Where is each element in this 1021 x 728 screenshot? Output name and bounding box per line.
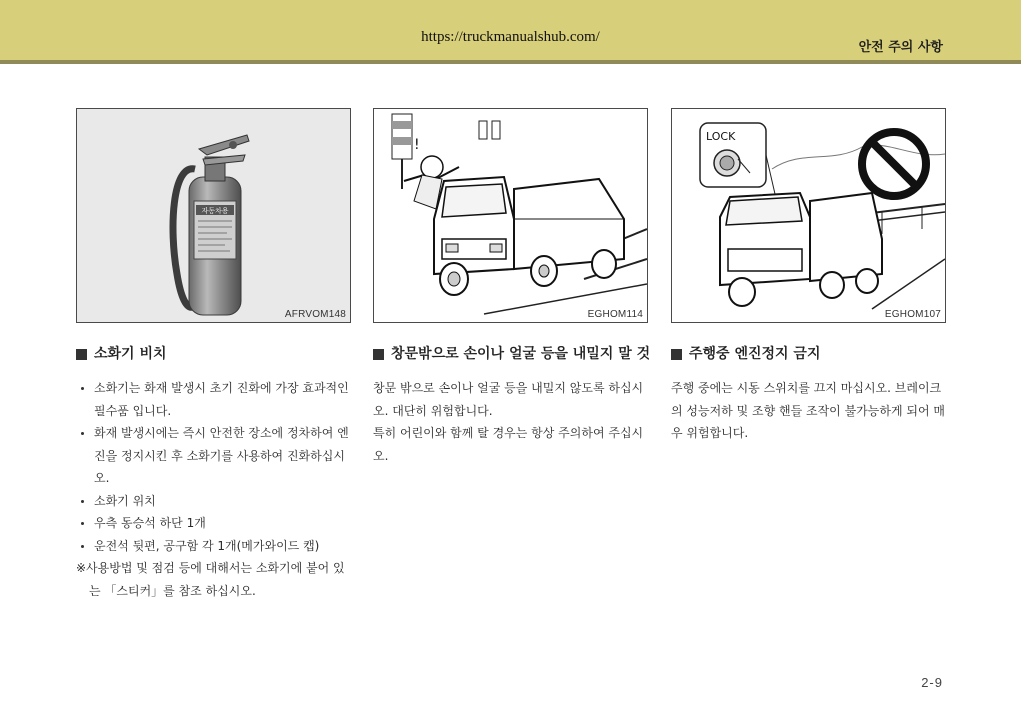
figure-code: AFRVOM148 <box>284 309 346 320</box>
lock-label: LOCK <box>706 130 736 143</box>
fire-extinguisher-illustration <box>77 109 350 322</box>
header-section-title: 안전 주의 사항 <box>858 40 943 55</box>
section-fire-extinguisher <box>76 344 354 602</box>
figure-code: EGHOM107 <box>884 309 941 320</box>
child-leaning-out-window-illustration <box>374 109 647 322</box>
paragraph: 특히 어린이와 함께 탈 경우는 항상 주의하여 주십시오. <box>373 426 644 463</box>
figure-fire-extinguisher <box>76 108 351 323</box>
square-bullet-icon <box>373 349 384 360</box>
figure-engine-stop-warning <box>671 108 946 323</box>
page-number: 2-9 <box>921 675 943 690</box>
list-item: 화재 발생시에는 즉시 안전한 장소에 정차하여 엔진을 정지시킨 후 소화기를 사용하여 진화하십시오. <box>76 422 354 490</box>
figure-code: EGHOM114 <box>587 309 643 320</box>
list-item: 소화기 위치 <box>76 490 354 513</box>
page-header <box>0 0 1021 64</box>
paragraph: 창문 밖으로 손이나 얼굴 등을 내밀지 않도록 하십시오. 대단히 위험합니다. <box>373 381 644 418</box>
list-item: 소화기는 화재 발생시 초기 진화에 가장 효과적인 필수품 입니다. <box>76 377 354 422</box>
list-item: 운전석 뒷편, 공구함 각 1개(메가와이드 캡) <box>76 535 354 558</box>
figure-window-warning <box>373 108 648 323</box>
bullet-list <box>76 377 354 557</box>
note-text: ※사용방법 및 점검 등에 대해서는 소화기에 붙어 있는 「스티커」를 참조 하십시오. <box>76 561 345 598</box>
header-url[interactable]: https://truckmanualshub.com/ <box>421 29 600 45</box>
prohibited-sign-icon <box>672 109 945 322</box>
section-window-warning <box>373 344 651 467</box>
svg-text:!: ! <box>414 137 420 153</box>
section-title: 소화기 비치 <box>76 344 354 365</box>
list-item: 우측 동승석 하단 1개 <box>76 512 354 535</box>
square-bullet-icon <box>671 349 682 360</box>
extinguisher-label-text: 자동차용 <box>201 207 229 215</box>
section-title: 창문밖으로 손이나 얼굴 등을 내밀지 말 것 <box>373 344 651 365</box>
square-bullet-icon <box>76 349 87 360</box>
section-engine-stop-warning <box>671 344 949 445</box>
section-title: 주행중 엔진정지 금지 <box>671 344 949 365</box>
paragraph: 주행 중에는 시동 스위치를 끄지 마십시오. 브레이크의 성능저하 및 조향 핸들 조작이 불가능하게 되어 매우 위험합니다. <box>671 381 945 440</box>
